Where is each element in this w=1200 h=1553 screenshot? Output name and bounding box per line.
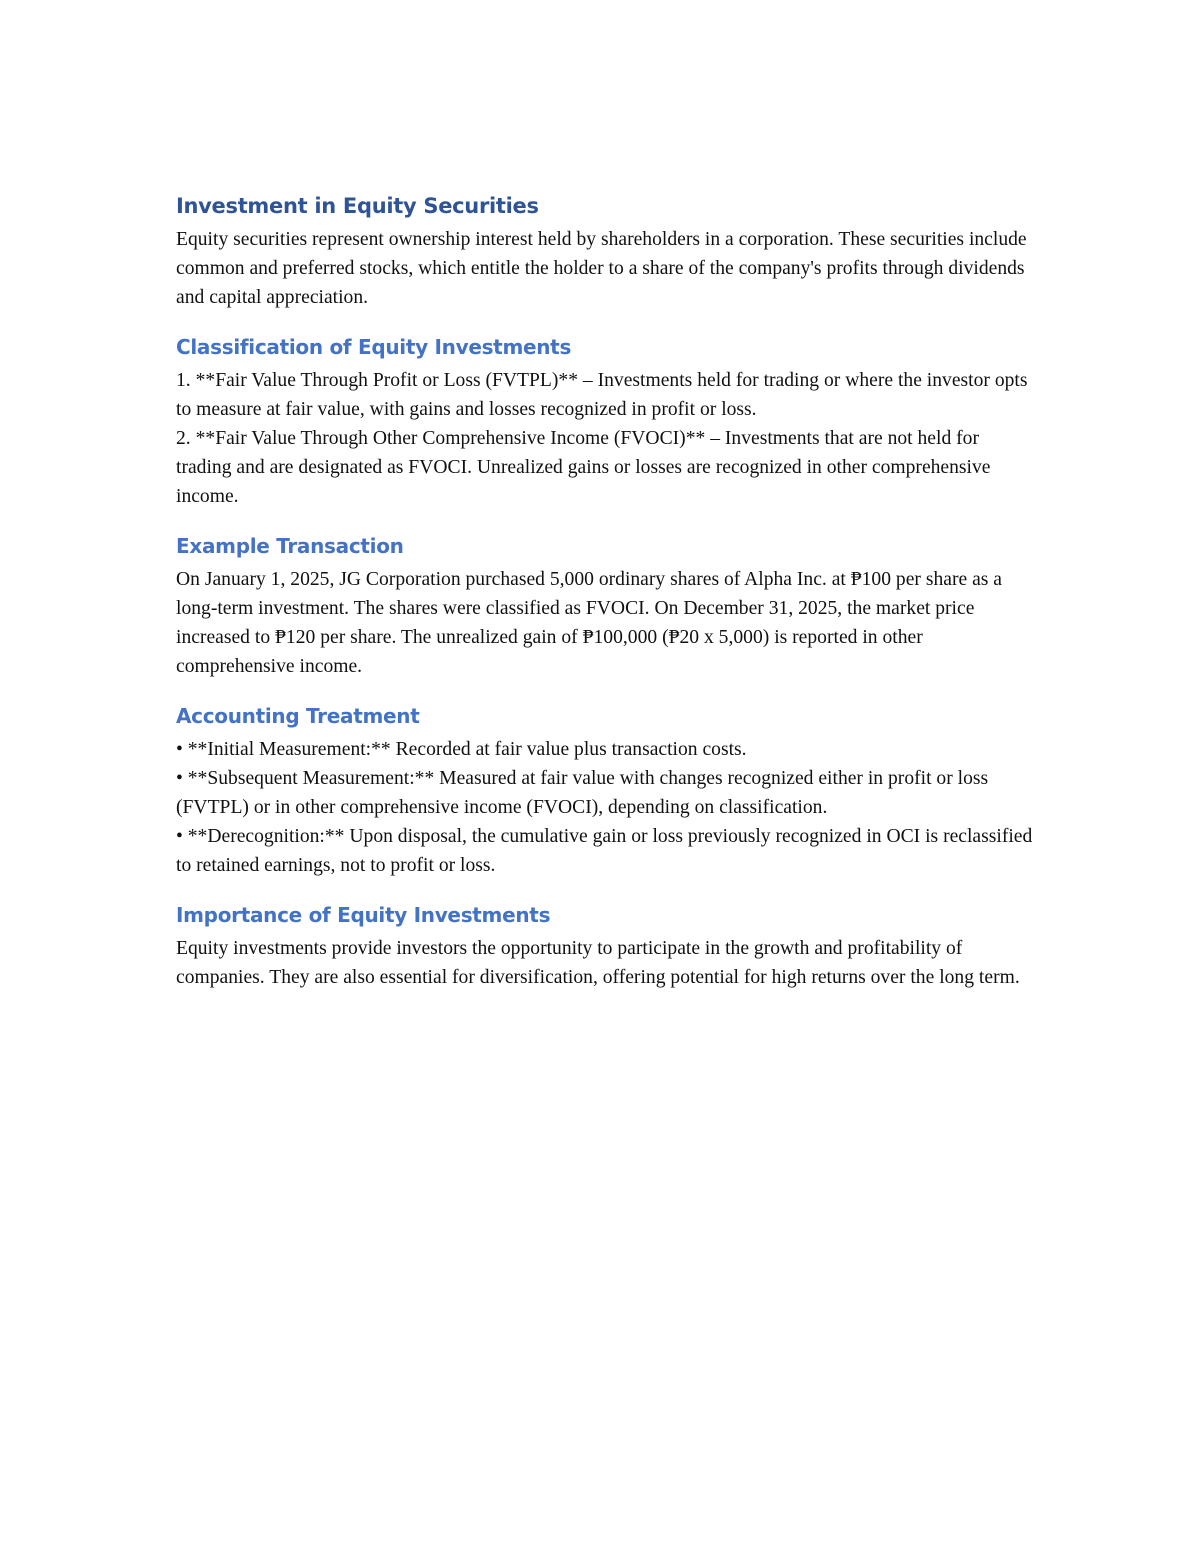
section-heading: Accounting Treatment <box>176 704 420 728</box>
section-body <box>176 934 1036 992</box>
list-item: • **Initial Measurement:** Recorded at fair value plus transaction costs. <box>176 739 747 760</box>
section-body <box>176 565 1036 681</box>
section-investment-in-equity-securities <box>176 190 1036 312</box>
section-accounting-treatment <box>176 700 1036 880</box>
paragraph: On January 1, 2025, JG Corporation purchased 5,000 ordinary shares of Alpha Inc. at ₱100 per share as a long-term investment. The shares were classified as FVOCI. On December 31, 2025, the market price increased to ₱120 per share. The unrealized gain of ₱100,000 (₱20 x 5,000) is reported in other comprehensive income. <box>176 569 1002 677</box>
section-importance <box>176 899 1036 992</box>
list-item: 2. **Fair Value Through Other Comprehensive Income (FVOCI)** – Investments that are not held for trading and are designated as FVOCI. Unrealized gains or losses are recognized in other comprehensive income. <box>176 428 991 507</box>
section-body <box>176 735 1036 880</box>
document-title: Investment in Equity Securities <box>176 194 539 218</box>
section-heading: Example Transaction <box>176 534 404 558</box>
paragraph: Equity investments provide investors the opportunity to participate in the growth and profitability of companies. They are also essential for diversification, offering potential for high returns over the long term. <box>176 938 1020 988</box>
list-item: • **Subsequent Measurement:** Measured at fair value with changes recognized either in profit or loss (FVTPL) or in other comprehensive income (FVOCI), depending on classification. <box>176 768 989 818</box>
document-body <box>176 190 1036 992</box>
section-body <box>176 225 1036 312</box>
section-body <box>176 366 1036 511</box>
section-heading: Importance of Equity Investments <box>176 903 551 927</box>
list-item: 1. **Fair Value Through Profit or Loss (FVTPL)** – Investments held for trading or where the investor opts to measure at fair value, with gains and losses recognized in profit or loss. <box>176 370 1028 420</box>
section-classification <box>176 331 1036 511</box>
section-heading: Classification of Equity Investments <box>176 335 572 359</box>
paragraph: Equity securities represent ownership interest held by shareholders in a corporation. These securities include common and preferred stocks, which entitle the holder to a share of the company's profits through dividends and capital appreciation. <box>176 229 1027 308</box>
section-example-transaction <box>176 530 1036 681</box>
list-item: • **Derecognition:** Upon disposal, the cumulative gain or loss previously recognized in OCI is reclassified to retained earnings, not to profit or loss. <box>176 826 1033 876</box>
